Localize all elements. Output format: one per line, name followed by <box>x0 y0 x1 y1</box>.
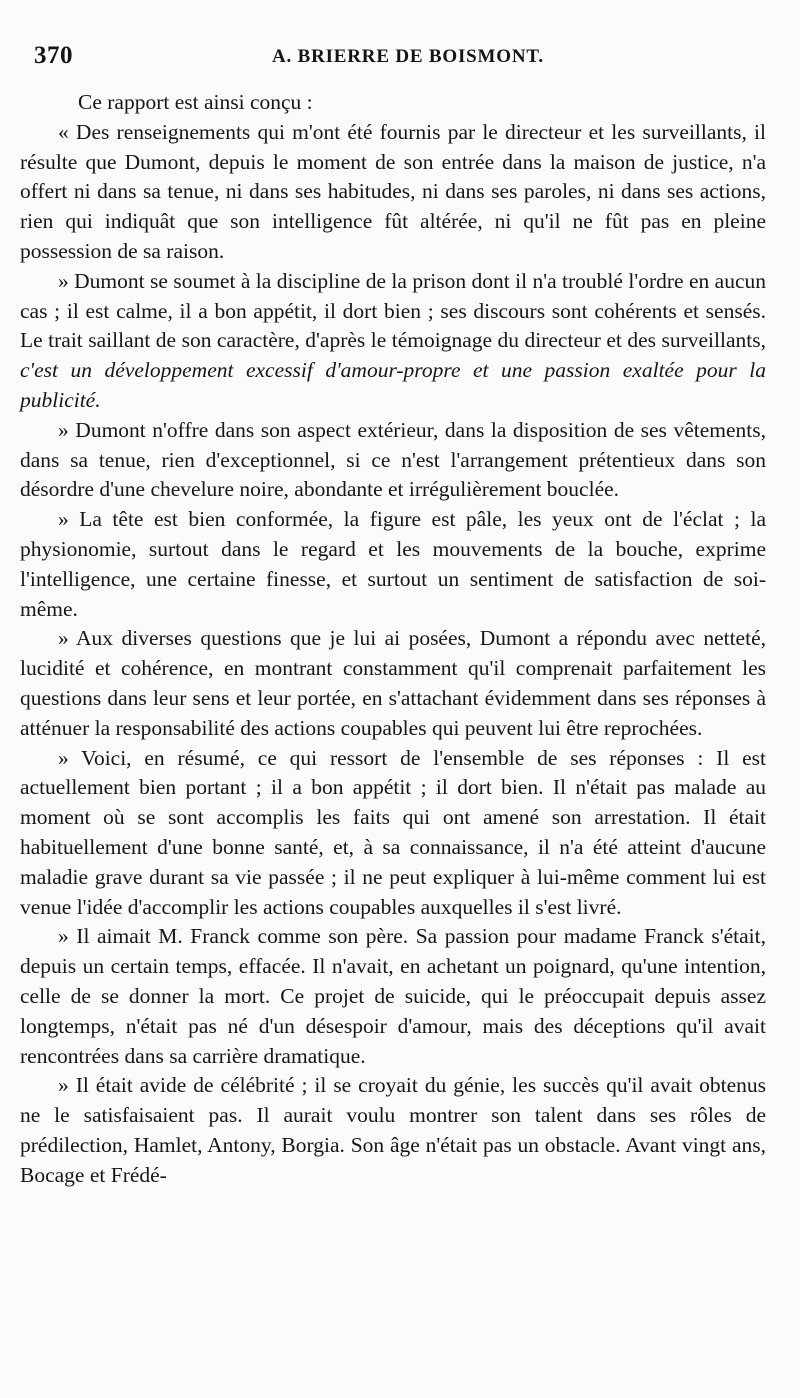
paragraph-discipline-text: » Dumont se soumet à la discipline de la prison dont il n'a troublé l'ordre en aucun cas ; il est calme, il a bon appétit, il dort bien ; ses discours sont cohérents et sensés. Le trait saillant de son caractère, d'après le témoignage du directeur et des surveillants, <box>20 268 766 353</box>
paragraph-physiognomy: » La tête est bien conformée, la figure est pâle, les yeux ont de l'éclat ; la physionomie, surtout dans le regard et les mouvements de la bouche, exprime l'intelligence, une certaine finesse, et surtout un sentiment de satisfaction de soi-même. <box>20 507 766 621</box>
paragraph-summary: » Voici, en résumé, ce qui ressort de l'ensemble de ses réponses : Il est actuellement bien portant ; il a bon appétit ; il dort bien. Il n'était pas malade au moment où se sont accomplis les faits qui ont amené son arrestation. Il était habituellement d'une bonne santé, et, à sa connaissance, il n'a été atteint d'aucune maladie grave durant sa vie passée ; il ne peut expliquer à lui-même comment lui est venue l'idée d'accomplir les actions coupables auxquelles il s'est livré. <box>20 745 766 919</box>
paragraph-franck: » Il aimait M. Franck comme son père. Sa passion pour madame Franck s'était, depuis un certain temps, effacée. Il n'avait, en achetant un poignard, qu'une intention, celle de se donner la mort. Ce projet de suicide, qui le préoccupait depuis assez longtemps, n'était pas né d'un désespoir d'amour, mais des déceptions qu'il avait rencontrées dans sa carrière dramatique. <box>20 924 766 1068</box>
paragraph-questions: » Aux diverses questions que je lui ai posées, Dumont a répondu avec netteté, lucidité et cohérence, en montrant constamment qu'il comprenait parfaitement les questions dans leur sens et leur portée, en s'attachant évidemment dans ses réponses à atténuer la responsabilité des actions coupables qui peuvent lui être reprochées. <box>20 626 766 740</box>
page-footer <box>0 1358 800 1398</box>
paragraph-discipline <box>20 267 766 416</box>
paragraph-report-opening: « Des renseignements qui m'ont été fournis par le directeur et les surveillants, il résulte que Dumont, depuis le moment de son entrée dans la maison de justice, n'a offert ni dans sa tenue, ni dans ses habitudes, ni dans ses paroles, ni dans ses actions, rien qui indiquât que son intelligence fût altérée, ni qu'il ne fût pas en pleine possession de sa raison. <box>20 119 766 263</box>
text-body <box>20 88 766 1190</box>
paragraph-intro: Ce rapport est ainsi conçu : <box>78 90 313 114</box>
paragraph-celebrity: » Il était avide de célébrité ; il se croyait du génie, les succès qu'il avait obtenus ne le satisfaisaient pas. Il aurait voulu montrer son talent dans ses rôles de prédilection, Hamlet, Antony, Borgia. Son âge n'était pas un obstacle. Avant vingt ans, Bocage et Frédé- <box>20 1073 766 1187</box>
page-number: 370 <box>34 42 73 69</box>
paragraph-discipline-italic: c'est un développement excessif d'amour-propre et une passion exaltée pour la publicité. <box>20 358 766 412</box>
running-title: A. BRIERRE DE BOISMONT. <box>272 46 544 67</box>
paragraph-appearance: » Dumont n'offre dans son aspect extérieur, dans la disposition de ses vêtements, dans sa tenue, rien d'exceptionnel, si ce n'est l'arrangement prétentieux dans son désordre d'une chevelure noire, abondante et irrégulièrement bouclée. <box>20 417 766 502</box>
page-header <box>34 42 774 78</box>
